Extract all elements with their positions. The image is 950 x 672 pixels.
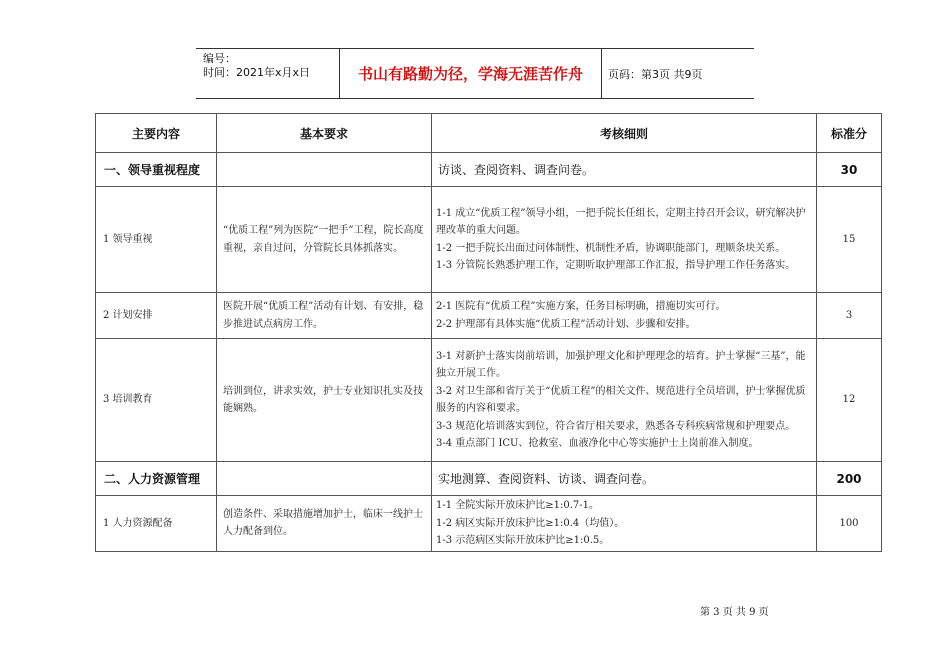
row-score: 3 (817, 293, 882, 339)
detail-item: 2-1 医院有“优质工程”实施方案，任务目标明确，措施切实可行。 (436, 301, 726, 312)
detail-item: 3-1 对新护士落实岗前培训，加强护理文化和护理理念的培育。护士掌握“三基”，能独立开展工作。 (436, 350, 806, 379)
row-requirement: 创造条件、采取措施增加护士，临床一线护士人力配备到位。 (217, 496, 432, 552)
row-name: 1 人力资源配备 (96, 496, 217, 552)
row-requirement: 培训到位，讲求实效，护士专业知识扎实及技能娴熟。 (217, 339, 432, 462)
row-score: 15 (817, 187, 882, 293)
number-label: 编号： (203, 52, 236, 65)
section-name: 一、领导重视程度 (96, 153, 217, 187)
row-score: 100 (817, 496, 882, 552)
col-header-score: 标准分 (817, 114, 882, 153)
row-detail (432, 293, 817, 339)
document-header (196, 48, 754, 99)
detail-item: 1-1 全院实际开放床护比≥1:0.7-1。 (436, 500, 600, 511)
detail-item: 3-2 对卫生部和省厅关于“优质工程”的相关文件、规范进行全员培训，护士掌握优质服务的内容和要求。 (436, 385, 806, 414)
row-requirement: “优质工程”列为医院“一把手”工程，院长高度重视，亲自过问，分管院长具体抓落实。 (217, 187, 432, 293)
detail-item: 1-2 病区实际开放床护比≥1:0.4（均值）。 (436, 517, 625, 529)
row-name: 1 领导重视 (96, 187, 217, 293)
row-score: 12 (817, 339, 882, 462)
section-detail: 访谈、查阅资料、调查问卷。 (432, 153, 817, 187)
col-header-requirement: 基本要求 (217, 114, 432, 153)
header-meta (196, 49, 340, 98)
col-header-detail: 考核细则 (432, 114, 817, 153)
section-requirement (217, 462, 432, 496)
table-row (96, 496, 882, 552)
page-footer: 第 3 页 共 9 页 (700, 607, 769, 618)
section-row (96, 153, 882, 187)
section-score: 30 (817, 153, 882, 187)
detail-item: 1-3 示范病区实际开放床护比≥1:0.5。 (436, 535, 610, 546)
row-detail (432, 496, 817, 552)
row-detail (432, 339, 817, 462)
assessment-table (95, 113, 882, 552)
row-name: 2 计划安排 (96, 293, 217, 339)
page-info: 页码：第3页 共9页 (608, 67, 703, 81)
section-requirement (217, 153, 432, 187)
detail-item: 3-3 规范化培训落实到位，符合省厅相关要求，熟悉各专科疾病常规和护理要点。 (436, 420, 796, 432)
detail-item: 1-2 一把手院长出面过问体制性、机制性矛盾，协调职能部门，理顺条块关系。 (436, 242, 786, 254)
col-header-content: 主要内容 (96, 114, 217, 153)
section-name: 二、人力资源管理 (96, 462, 217, 496)
section-detail: 实地测算、查阅资料、访谈、调查问卷。 (432, 462, 817, 496)
row-requirement: 医院开展“优质工程”活动有计划、有安排，稳步推进试点病房工作。 (217, 293, 432, 339)
detail-item: 3-4 重点部门 ICU、抢救室、血液净化中心等实施护士上岗前准入制度。 (436, 438, 759, 449)
detail-item: 1-3 分管院长熟悉护理工作，定期听取护理部工作汇报，指导护理工作任务落实。 (436, 260, 796, 271)
time-label: 时间：2021年x月x日 (203, 66, 311, 79)
row-name: 3 培训教育 (96, 339, 217, 462)
table-row (96, 187, 882, 293)
detail-item: 1-1 成立“优质工程”领导小组，一把手院长任组长，定期主持召开会议，研究解决护理改革的重大问题。 (436, 207, 806, 236)
section-row (96, 462, 882, 496)
motto-text: 书山有路勤为径，学海无涯苦作舟 (340, 49, 602, 98)
table-row (96, 339, 882, 462)
row-detail (432, 187, 817, 293)
table-row (96, 293, 882, 339)
section-score: 200 (817, 462, 882, 496)
table-header-row (96, 114, 882, 153)
detail-item: 2-2 护理部有具体实施“优质工程”活动计划、步骤和安排。 (436, 318, 696, 330)
